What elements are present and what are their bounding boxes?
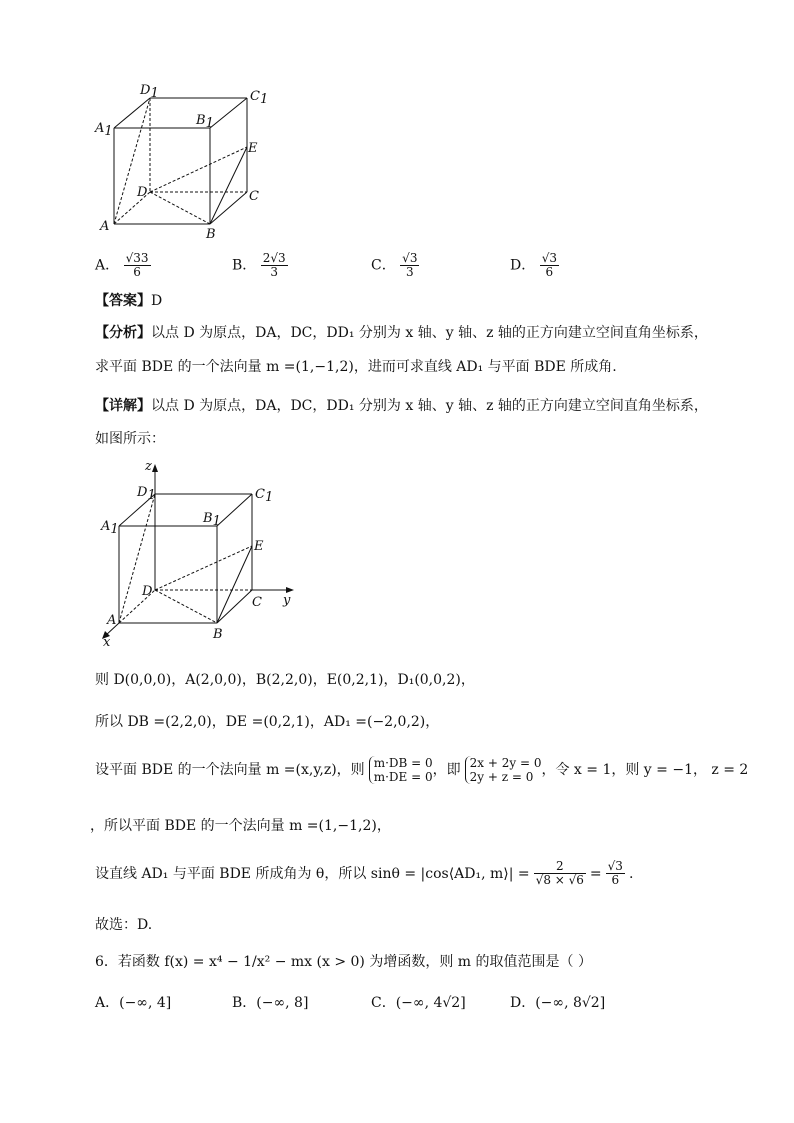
coords-line: 则 D(0,0,0)，A(2,0,0)，B(2,2,0)，E(0,2,1)，D₁(0,0,2)， [95, 672, 475, 688]
label-a: A [107, 613, 117, 628]
normal-result-line: ，所以平面 BDE 的一个法向量 m =(1,−1,2)， [90, 818, 391, 834]
label-d: D [137, 185, 148, 200]
label-b: B [206, 227, 216, 242]
q5-option-d: D． $\frac{√3}{6}$ [510, 251, 557, 279]
q6-option-c: C．(−∞, 4√2] [371, 995, 466, 1011]
vectors-line: 所以 DB =(2,2,0)，DE =(0,2,1)，AD₁ =(−2,0,2)， [95, 714, 440, 730]
label-c: C [252, 595, 262, 610]
label-a1: A1 [101, 519, 119, 537]
label-d1: D1 [137, 485, 156, 503]
detail-line-1: 【详解】以点 D 为原点，DA，DC，DD₁ 分别为 x 轴、y 轴、z 轴的正方向建立空间直角坐标系， [95, 398, 708, 414]
answer-line: 【答案】D [95, 293, 163, 309]
label-b1: B1 [203, 511, 221, 529]
label-e: E [254, 539, 264, 554]
q6-option-d: D．(−∞, 8√2] [510, 995, 606, 1011]
label-a1: A1 [95, 121, 113, 139]
label-a: A [100, 219, 110, 234]
normal-vector-line: 设平面 BDE 的一个法向量 m =(x,y,z)，则 m·DB = 0 m·DE = 0 ，即 2x + 2y = 0 2y + z = 0 ，令 x = 1，则 y = −1， z = 2 [95, 756, 749, 784]
label-d: D [142, 584, 153, 599]
axis-label-x: x [103, 635, 111, 648]
angle-line: 设直线 AD₁ 与平面 BDE 所成角为 θ，所以 sinθ = |cos⟨AD₁, m⟩| = $\frac{2}{√8 \times √6}$ = $\frac{√3}{6}$ . [95, 859, 634, 887]
q5-option-c: C． $\frac{√3}{3}$ [371, 251, 418, 279]
analysis-line-2: 求平面 BDE 的一个法向量 m =(1,−1,2)，进而可求直线 AD₁ 与平面 BDE 所成角. [95, 359, 617, 375]
label-b1: B1 [196, 113, 214, 131]
q5-option-b: B． $\frac{2√3}{3}$ [232, 251, 286, 279]
q6-stem: 6．若函数 f(x) = x⁴ − 1/x² − mx (x > 0) 为增函数，则 m 的取值范围是（ ） [95, 954, 592, 970]
choice-line: 故选：D. [95, 917, 153, 933]
label-c1: C1 [255, 487, 274, 505]
q6-option-a: A．(−∞, 4] [95, 995, 172, 1011]
label-e: E [248, 141, 258, 156]
analysis-line-1: 【分析】以点 D 为原点，DA，DC，DD₁ 分别为 x 轴、y 轴、z 轴的正方向建立空间直角坐标系， [95, 325, 708, 341]
coordinate-cube-figure [95, 458, 305, 648]
label-c1: C1 [250, 89, 269, 107]
q5-option-a: A． $\frac{√33}{6}$ [95, 251, 149, 279]
label-c: C [249, 189, 259, 204]
detail-line-2: 如图所示： [95, 431, 165, 447]
label-d1: D1 [140, 83, 159, 101]
cube-figure [92, 80, 282, 242]
q6-option-b: B．(−∞, 8] [232, 995, 309, 1011]
label-b: B [213, 627, 223, 642]
axis-label-y: y [283, 593, 291, 608]
axis-label-z: z [145, 459, 152, 474]
